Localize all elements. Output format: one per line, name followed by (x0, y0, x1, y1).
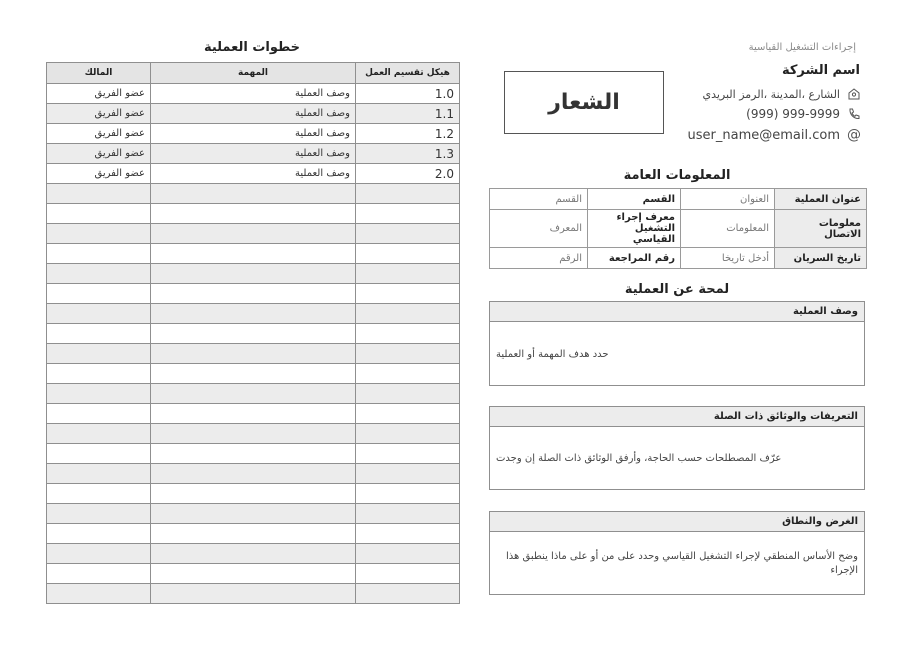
task-column-header: المهمة (151, 63, 356, 84)
owner-cell[interactable] (47, 264, 151, 284)
wbs-cell[interactable]: 1.0 (356, 84, 460, 104)
logo-placeholder[interactable] (504, 71, 664, 134)
owner-column-header: المالك (47, 63, 151, 84)
task-cell[interactable] (151, 424, 356, 444)
task-cell[interactable]: وصف العملية (151, 164, 356, 184)
task-cell[interactable] (151, 324, 356, 344)
wbs-cell[interactable] (356, 224, 460, 244)
owner-cell[interactable] (47, 304, 151, 324)
task-cell[interactable] (151, 264, 356, 284)
effective-date-label: تاريخ السريان (775, 248, 867, 269)
definitions-heading: التعريفات والوثائق ذات الصلة (490, 407, 864, 427)
sop-id-label: معرف إجراء التشغيل القياسي (588, 210, 681, 248)
table-row (47, 144, 460, 164)
wbs-cell[interactable] (356, 564, 460, 584)
general-info-title: المعلومات العامة (623, 168, 731, 183)
task-cell[interactable] (151, 184, 356, 204)
task-cell[interactable] (151, 404, 356, 424)
owner-cell[interactable] (47, 504, 151, 524)
table-row (47, 104, 460, 124)
table-row (47, 384, 460, 404)
table-row (47, 424, 460, 444)
process-title-label: عنوان العملية (775, 189, 867, 210)
task-cell[interactable] (151, 244, 356, 264)
task-cell[interactable] (151, 544, 356, 564)
owner-cell[interactable]: عضو الفريق (47, 84, 151, 104)
owner-cell[interactable] (47, 224, 151, 244)
description-text[interactable]: حدد هدف المهمة أو العملية (496, 348, 609, 360)
table-row (47, 484, 460, 504)
owner-cell[interactable] (47, 464, 151, 484)
task-cell[interactable] (151, 444, 356, 464)
document-title: إجراءات التشغيل القياسية (748, 42, 856, 53)
company-name[interactable]: اسم الشركة (781, 63, 860, 78)
table-row (47, 584, 460, 604)
location-pin-icon (846, 86, 862, 102)
description-box (489, 301, 865, 386)
table-row (47, 344, 460, 364)
general-info-table (489, 188, 866, 269)
email-row (620, 127, 862, 143)
table-row (47, 464, 460, 484)
email-text[interactable]: user_name@email.com (687, 127, 840, 143)
wbs-cell[interactable] (356, 524, 460, 544)
task-cell[interactable] (151, 384, 356, 404)
table-row (47, 204, 460, 224)
task-cell[interactable] (151, 464, 356, 484)
table-row (47, 524, 460, 544)
table-row (47, 364, 460, 384)
task-cell[interactable] (151, 564, 356, 584)
owner-cell[interactable] (47, 244, 151, 264)
address-row (620, 86, 862, 102)
table-row (47, 544, 460, 564)
logo-text: الشعار (548, 90, 620, 115)
owner-cell[interactable] (47, 584, 151, 604)
wbs-cell[interactable] (356, 344, 460, 364)
owner-cell[interactable] (47, 544, 151, 564)
wbs-cell[interactable]: 1.1 (356, 104, 460, 124)
task-cell[interactable] (151, 284, 356, 304)
wbs-column-header: هيكل تقسيم العمل (356, 63, 460, 84)
table-row (47, 164, 460, 184)
process-title-value[interactable]: العنوان (681, 189, 775, 210)
table-row (47, 264, 460, 284)
sop-id-value[interactable]: المعرف (490, 210, 588, 248)
table-row (47, 504, 460, 524)
wbs-cell[interactable] (356, 444, 460, 464)
owner-cell[interactable] (47, 324, 151, 344)
wbs-cell[interactable] (356, 384, 460, 404)
phone-row (620, 106, 862, 122)
table-row (47, 84, 460, 104)
owner-cell[interactable] (47, 364, 151, 384)
scope-text[interactable]: وضح الأساس المنطقي لإجراء التشغيل القياسي وحدد على من أو على ماذا ينطبق هذا الإجراء (506, 550, 858, 576)
steps-table (46, 62, 459, 604)
steps-title: خطوات العملية (203, 40, 301, 55)
task-cell[interactable] (151, 484, 356, 504)
phone-text[interactable]: (999) 999-9999 (746, 107, 840, 121)
wbs-cell[interactable] (356, 204, 460, 224)
scope-heading: الغرض والنطاق (490, 512, 864, 532)
owner-cell[interactable] (47, 524, 151, 544)
wbs-cell[interactable] (356, 504, 460, 524)
owner-cell[interactable] (47, 564, 151, 584)
wbs-cell[interactable] (356, 364, 460, 384)
table-row (47, 404, 460, 424)
owner-cell[interactable] (47, 344, 151, 364)
owner-cell[interactable] (47, 284, 151, 304)
address-text[interactable]: الشارع ،المدينة ،الرمز البريدي (702, 87, 840, 101)
wbs-cell[interactable]: 2.0 (356, 164, 460, 184)
task-cell[interactable] (151, 344, 356, 364)
revision-number-label: رقم المراجعة (588, 248, 681, 269)
wbs-cell[interactable] (356, 304, 460, 324)
task-cell[interactable]: وصف العملية (151, 144, 356, 164)
wbs-cell[interactable] (356, 424, 460, 444)
owner-cell[interactable] (47, 184, 151, 204)
task-cell[interactable]: وصف العملية (151, 84, 356, 104)
wbs-cell[interactable] (356, 584, 460, 604)
task-cell[interactable] (151, 304, 356, 324)
task-cell[interactable]: وصف العملية (151, 104, 356, 124)
table-row (47, 564, 460, 584)
revision-number-value[interactable]: الرقم (490, 248, 588, 269)
table-row (47, 304, 460, 324)
wbs-cell[interactable]: 1.3 (356, 144, 460, 164)
owner-cell[interactable]: عضو الفريق (47, 144, 151, 164)
at-sign-icon: @ (847, 127, 861, 143)
contact-info-value[interactable]: المعلومات (681, 210, 775, 248)
owner-cell[interactable]: عضو الفريق (47, 164, 151, 184)
owner-cell[interactable]: عضو الفريق (47, 124, 151, 144)
owner-cell[interactable] (47, 204, 151, 224)
definitions-text[interactable]: عرّف المصطلحات حسب الحاجة، وأرفق الوثائق ذات الصلة إن وجدت (496, 453, 782, 464)
department-value[interactable]: القسم (490, 189, 588, 210)
phone-icon (846, 106, 862, 122)
task-cell[interactable] (151, 504, 356, 524)
wbs-cell[interactable] (356, 404, 460, 424)
table-row (47, 444, 460, 464)
task-cell[interactable] (151, 584, 356, 604)
task-cell[interactable] (151, 204, 356, 224)
department-label: القسم (588, 189, 681, 210)
wbs-cell[interactable] (356, 484, 460, 504)
wbs-cell[interactable] (356, 464, 460, 484)
owner-cell[interactable] (47, 404, 151, 424)
description-heading: وصف العملية (490, 302, 864, 322)
table-row (47, 244, 460, 264)
owner-cell[interactable]: عضو الفريق (47, 104, 151, 124)
wbs-cell[interactable] (356, 184, 460, 204)
wbs-cell[interactable] (356, 244, 460, 264)
wbs-cell[interactable] (356, 324, 460, 344)
overview-title: لمحة عن العملية (624, 282, 730, 297)
task-cell[interactable] (151, 524, 356, 544)
table-row (47, 184, 460, 204)
definitions-box (489, 406, 865, 490)
table-row (47, 224, 460, 244)
owner-cell[interactable] (47, 384, 151, 404)
task-cell[interactable] (151, 224, 356, 244)
table-row (47, 284, 460, 304)
scope-box (489, 511, 865, 595)
owner-cell[interactable] (47, 484, 151, 504)
table-row (47, 124, 460, 144)
task-cell[interactable]: وصف العملية (151, 124, 356, 144)
table-row (47, 324, 460, 344)
wbs-cell[interactable]: 1.2 (356, 124, 460, 144)
owner-cell[interactable] (47, 444, 151, 464)
effective-date-value[interactable]: أدخل تاريخا (681, 248, 775, 269)
wbs-cell[interactable] (356, 264, 460, 284)
owner-cell[interactable] (47, 424, 151, 444)
task-cell[interactable] (151, 364, 356, 384)
wbs-cell[interactable] (356, 544, 460, 564)
wbs-cell[interactable] (356, 284, 460, 304)
contact-info-label: معلومات الاتصال (775, 210, 867, 248)
